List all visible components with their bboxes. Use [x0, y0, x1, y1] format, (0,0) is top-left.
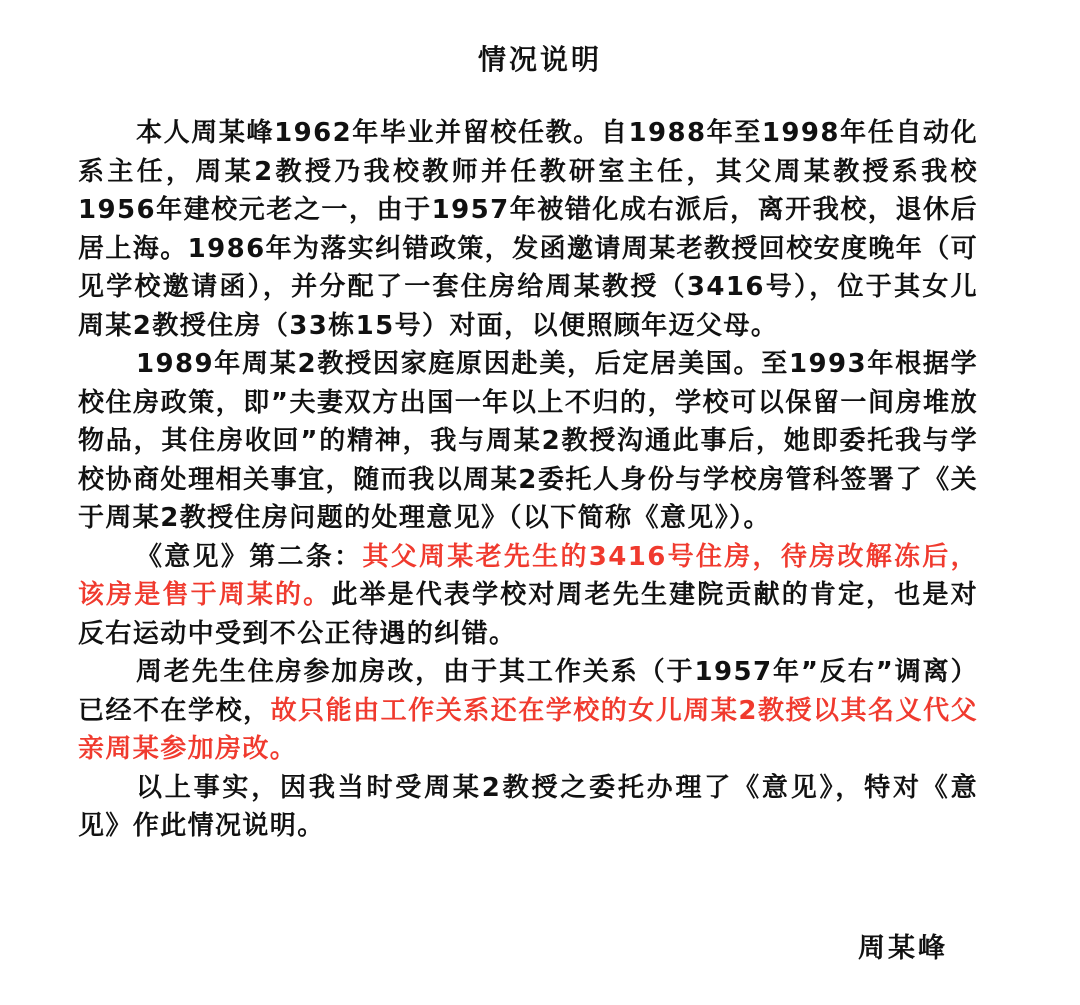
paragraph-1	[78, 114, 978, 345]
paragraph-text: 本人周某峰1962年毕业并留校任教。自1988年至1998年任自动化系主任，周某2教授乃我校教师并任教研室主任，其父周某教授系我校1956年建校元老之一，由于1957年被错化成右派后，离开我校，退休后居上海。1986年为落实纠错政策，发函邀请周某老教授回校安度晚年（可见学校邀请函），并分配了一套住房给周某教授（3416号），位于其女儿周某2教授住房（33栋15号）对面，以便照顾年迈父母。	[78, 118, 978, 341]
paragraph-4	[78, 653, 978, 769]
highlighted-text: 故只能由工作关系还在学校的女儿周某2教授以其名义代父亲周某参加房改。	[78, 695, 978, 764]
paragraph-3	[78, 538, 978, 654]
paragraph-2	[78, 345, 978, 538]
document-title: 情况说明	[477, 43, 602, 76]
paragraph-text: 周老先生住房参加房改，由于其工作关系（于1957年”反右”调离）已经不在学校，	[78, 657, 978, 726]
paragraph-text: 《意见》第二条：	[136, 541, 363, 572]
signature: 周某峰	[858, 933, 948, 964]
paragraph-text: 此举是代表学校对周老先生建院贡献的肯定，也是对反右运动中受到不公正待遇的纠错。	[78, 580, 979, 649]
paragraph-text: 1989年周某2教授因家庭原因赴美，后定居美国。至1993年根据学校住房政策，即”夫妻双方出国一年以上不归的，学校可以保留一间房堆放物品，其住房收回”的精神，我与周某2教授沟通此事后，她即委托我与学校协商处理相关事宜，随而我以周某2委托人身份与学校房管科签署了《关于周某2教授住房问题的处理意见》（以下简称《意见》）。	[78, 349, 978, 533]
highlighted-text: 其父周某老先生的3416号住房，待房改解冻后，该房是售于周某的。	[78, 541, 978, 610]
document-body	[78, 114, 978, 846]
paragraph-text: 以上事实，因我当时受周某2教授之委托办理了《意见》，特对《意见》作此情况说明。	[78, 772, 978, 841]
paragraph-5	[78, 769, 978, 846]
